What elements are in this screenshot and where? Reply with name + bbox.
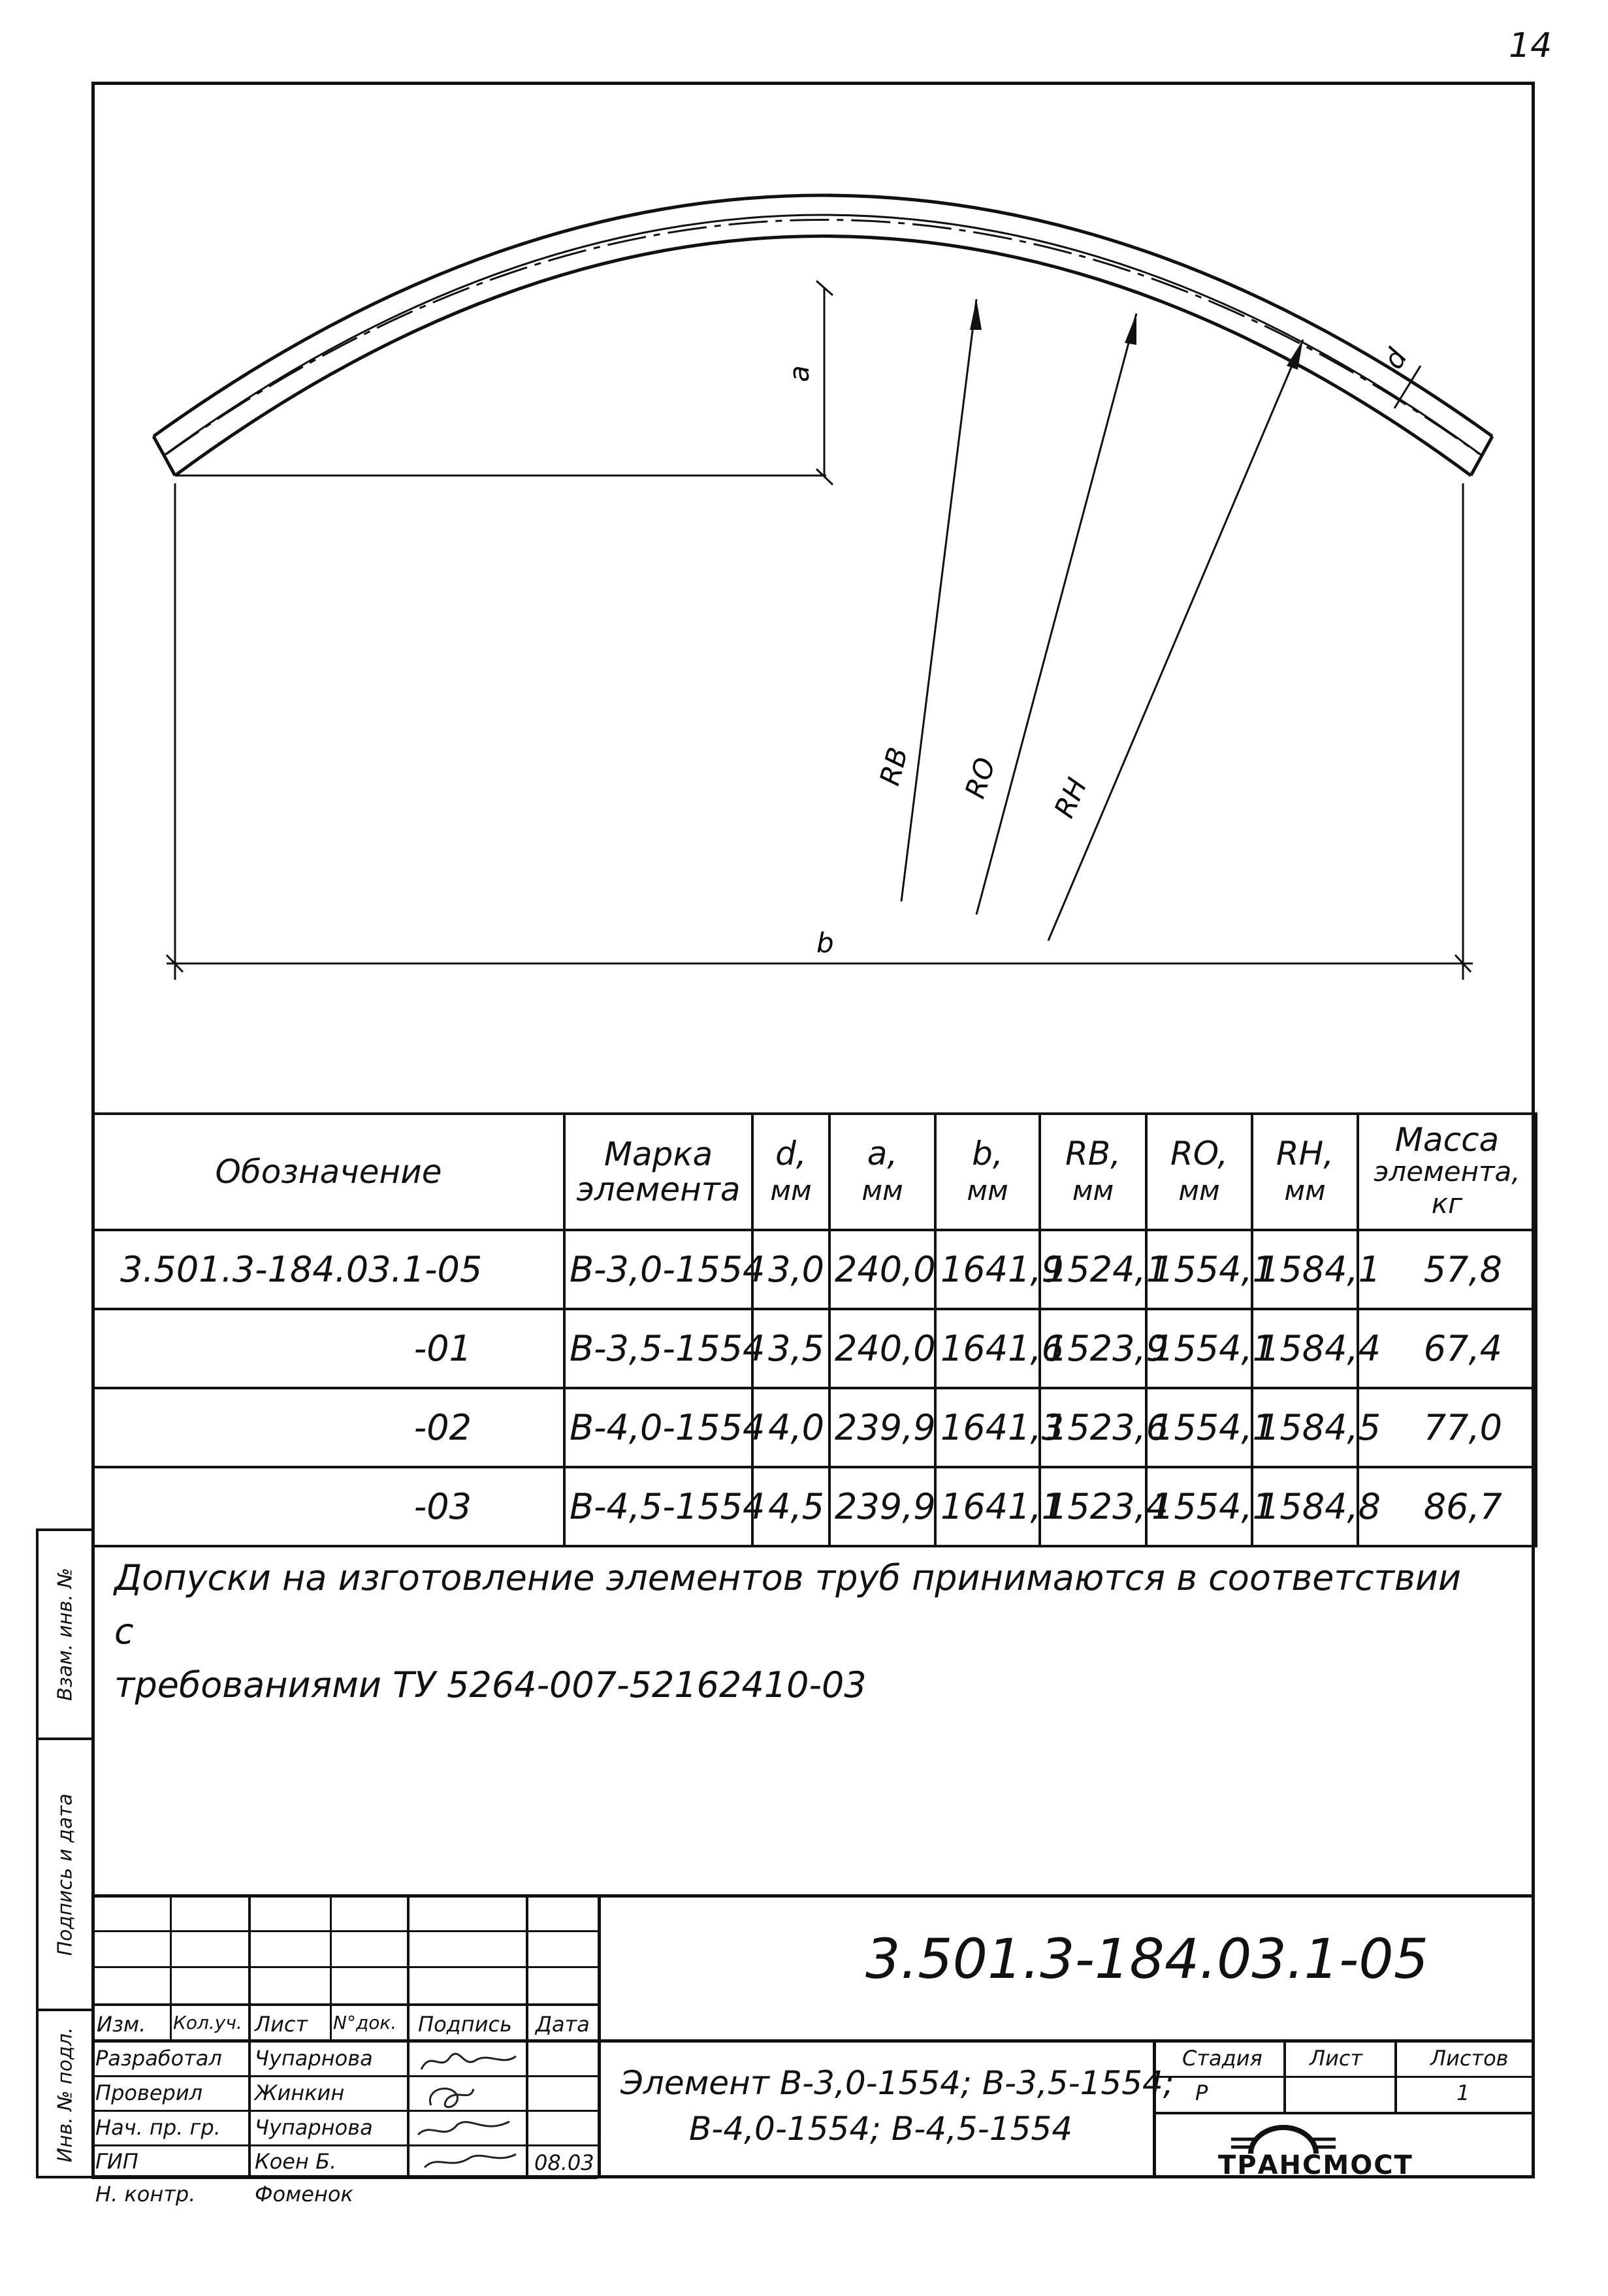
- side-cell-sign-date: [39, 1740, 91, 2011]
- dim-label-rb: RB: [873, 743, 914, 789]
- cell-d: 3,5: [752, 1309, 829, 1388]
- hdr-b: b, мм: [935, 1114, 1040, 1230]
- role-label: ГИП: [95, 2149, 138, 2174]
- cell-a: 240,0: [829, 1309, 935, 1388]
- cell-rb: 1523,4: [1040, 1467, 1146, 1546]
- stage-value: Р: [1195, 2080, 1208, 2105]
- role-label: Н. контр.: [95, 2182, 196, 2207]
- arc-inner-edge: [175, 236, 1471, 476]
- cell-d: 3,0: [752, 1230, 829, 1309]
- role-name: Жинкин: [255, 2080, 345, 2105]
- cell-d: 4,0: [752, 1388, 829, 1467]
- cell-rb: 1523,9: [1040, 1309, 1146, 1388]
- role-label: Проверил: [95, 2080, 203, 2105]
- role-label: Нач. пр. гр.: [95, 2115, 221, 2140]
- spec-table: [91, 1112, 1537, 1547]
- cell-rn: 1584,5: [1252, 1388, 1358, 1467]
- role-label: Разработал: [95, 2046, 222, 2071]
- sheets-label: Листов: [1430, 2046, 1509, 2071]
- cell-b: 1641,9: [935, 1230, 1040, 1309]
- cell-mark: В-3,0-1554: [564, 1230, 752, 1309]
- hdr-mark: Марка элемента: [564, 1114, 752, 1230]
- hdr-mass: Масса элемента, кг: [1358, 1114, 1536, 1230]
- hdr-rb: RB, мм: [1040, 1114, 1146, 1230]
- cell-a: 240,0: [829, 1230, 935, 1309]
- role-name: Коен Б.: [255, 2149, 337, 2174]
- hdr-data: Дата: [536, 2012, 590, 2037]
- table-row: [93, 1388, 1536, 1467]
- side-label-sign-date: Подпись и дата: [54, 1793, 76, 1956]
- cell-ro: 1554,1: [1146, 1388, 1252, 1467]
- cell-mass: 57,8: [1358, 1230, 1536, 1309]
- dim-label-a: a: [783, 365, 815, 382]
- page-number: 14: [1509, 26, 1552, 65]
- doc-number: 3.501.3-184.03.1-05: [865, 1927, 1429, 1991]
- company-name: ТРАНСМОСТ: [1218, 2150, 1413, 2180]
- title-line-1: Элемент В-3,0-1554; В-3,5-1554;: [620, 2064, 1174, 2102]
- cell-designation: -03: [93, 1467, 564, 1546]
- role-name: Чупарнова: [255, 2115, 373, 2140]
- arc-outer-edge: [153, 195, 1492, 436]
- hdr-a: a, мм: [829, 1114, 935, 1230]
- side-label-vzam: Взам. инв. №: [54, 1568, 76, 1701]
- cell-b: 1641,6: [935, 1309, 1040, 1388]
- tolerance-note: [114, 1551, 1486, 1712]
- cell-mass: 77,0: [1358, 1388, 1536, 1467]
- sheets-value: 1: [1456, 2080, 1470, 2105]
- side-stamp: [36, 1528, 91, 2178]
- cell-ro: 1554,1: [1146, 1230, 1252, 1309]
- cell-mass: 67,4: [1358, 1309, 1536, 1388]
- date-value: 08.03: [534, 2150, 594, 2175]
- dim-label-b: b: [816, 927, 834, 959]
- role-name: Фоменок: [255, 2182, 353, 2207]
- cell-rn: 1584,4: [1252, 1309, 1358, 1388]
- cell-rb: 1524,1: [1040, 1230, 1146, 1309]
- arc-element-drawing: [0, 0, 1608, 1110]
- side-cell-inv-orig: [39, 2011, 91, 2178]
- rb-radius-line: [901, 299, 976, 901]
- cell-rn: 1584,1: [1252, 1230, 1358, 1309]
- cell-designation: 3.501.3-184.03.1-05: [93, 1230, 564, 1309]
- table-row: [93, 1309, 1536, 1388]
- cell-designation: -02: [93, 1388, 564, 1467]
- spec-header-row: [93, 1114, 1536, 1230]
- side-cell-vzam: [39, 1531, 91, 1740]
- hdr-ro: RO, мм: [1146, 1114, 1252, 1230]
- side-label-inv-orig: Инв. № подл.: [54, 2027, 76, 2163]
- cell-b: 1641,3: [935, 1388, 1040, 1467]
- title-block: [91, 1894, 1535, 2207]
- hdr-list: Лист: [255, 2012, 308, 2037]
- cell-designation: -01: [93, 1309, 564, 1388]
- hdr-ndoc: N°док.: [333, 2012, 397, 2033]
- hdr-izm: Изм.: [97, 2012, 146, 2037]
- hdr-podp: Подпись: [418, 2012, 512, 2037]
- cell-ro: 1554,1: [1146, 1309, 1252, 1388]
- cell-d: 4,5: [752, 1467, 829, 1546]
- hdr-rn: RH, мм: [1252, 1114, 1358, 1230]
- title-line-2: В-4,0-1554; В-4,5-1554: [689, 2110, 1073, 2148]
- cell-a: 239,9: [829, 1388, 935, 1467]
- cell-rn: 1584,8: [1252, 1467, 1358, 1546]
- note-line-2: требованиями ТУ 5264-007-52162410-03: [114, 1664, 867, 1706]
- table-row: [93, 1230, 1536, 1309]
- cell-mark: В-4,5-1554: [564, 1467, 752, 1546]
- cell-ro: 1554,1: [1146, 1467, 1252, 1546]
- cell-rb: 1523,6: [1040, 1388, 1146, 1467]
- signatures: [411, 2043, 523, 2177]
- cell-mark: В-3,5-1554: [564, 1309, 752, 1388]
- sheet-label: Лист: [1310, 2046, 1363, 2071]
- table-row: [93, 1467, 1536, 1546]
- hdr-designation: Обозначение: [93, 1114, 564, 1230]
- cell-mass: 86,7: [1358, 1467, 1536, 1546]
- stage-label: Стадия: [1182, 2046, 1262, 2071]
- hdr-d: d, мм: [752, 1114, 829, 1230]
- arc-axis: [167, 220, 1479, 455]
- dim-label-d: d: [1377, 343, 1413, 374]
- dim-label-ro: RO: [958, 753, 1002, 803]
- cell-mark: В-4,0-1554: [564, 1388, 752, 1467]
- ro-radius-line: [976, 314, 1136, 914]
- note-line-1: Допуски на изготовление элементов труб принимаются в соответствии с: [114, 1557, 1461, 1652]
- rn-radius-line: [1048, 340, 1303, 941]
- dim-label-rn: RH: [1048, 773, 1093, 823]
- cell-b: 1641,1: [935, 1467, 1040, 1546]
- cell-a: 239,9: [829, 1467, 935, 1546]
- hdr-kol: Кол.уч.: [173, 2012, 242, 2033]
- role-name: Чупарнова: [255, 2046, 373, 2071]
